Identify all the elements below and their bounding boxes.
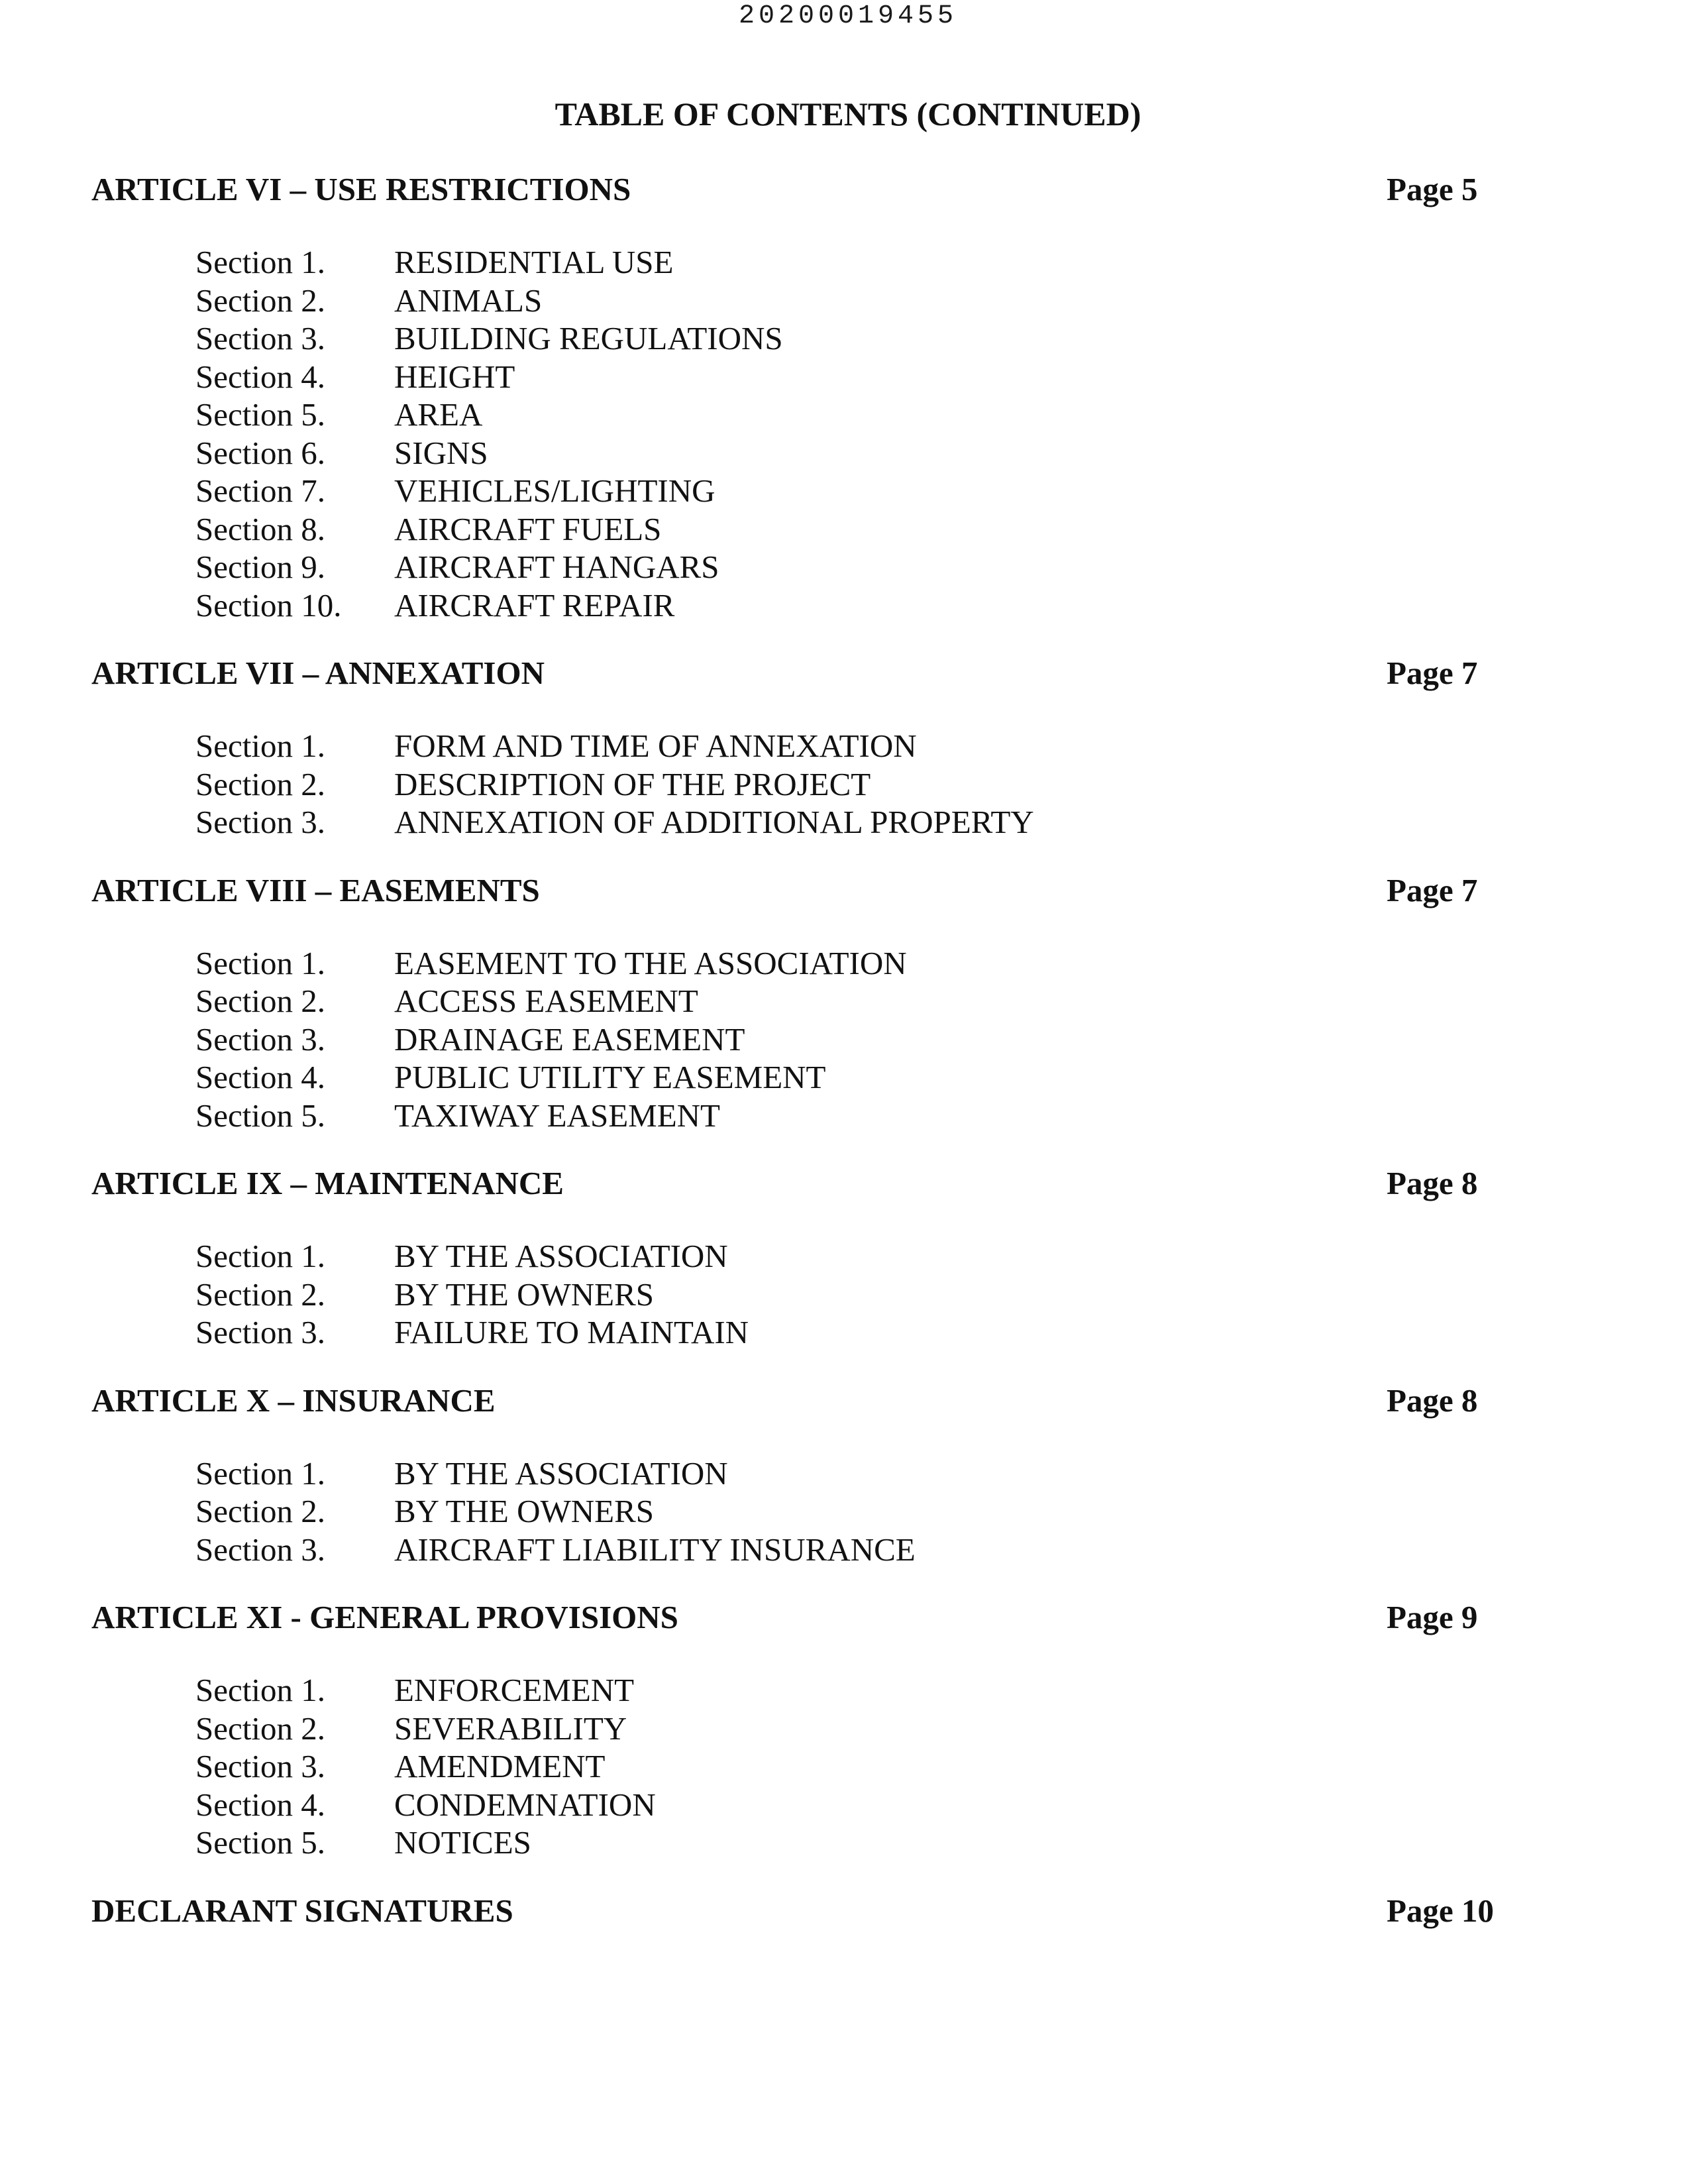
section-title: PUBLIC UTILITY EASEMENT [394, 1059, 826, 1095]
section-number: Section 2. [195, 983, 325, 1019]
section-entry [195, 803, 1496, 842]
article-page-number: Page 7 [1387, 655, 1478, 691]
section-number: Section 8. [195, 510, 325, 547]
section-entry [195, 1671, 1496, 1710]
section-number: Section 7. [195, 472, 325, 509]
section-number: Section 2. [195, 1276, 325, 1313]
section-number: Section 6. [195, 434, 325, 471]
section-number: Section 4. [195, 358, 325, 395]
section-title: CONDEMNATION [394, 1786, 656, 1823]
section-number: Section 5. [195, 1097, 325, 1134]
section-title: BY THE OWNERS [394, 1276, 654, 1313]
section-list [91, 243, 1496, 624]
section-title: AREA [394, 396, 483, 433]
table-of-contents [91, 169, 1496, 1960]
section-title: TAXIWAY EASEMENT [394, 1097, 720, 1134]
article-page-number: Page 10 [1387, 1892, 1494, 1929]
section-title: BUILDING REGULATIONS [394, 320, 783, 356]
section-number: Section 3. [195, 1020, 325, 1058]
section-title: AMENDMENT [394, 1748, 606, 1784]
section-number: Section 1. [195, 1238, 325, 1274]
section-number: Section 1. [195, 728, 325, 764]
section-title: AIRCRAFT FUELS [394, 510, 662, 547]
section-number: Section 4. [195, 1786, 325, 1823]
section-entry [195, 1454, 1496, 1493]
article-title: ARTICLE X – INSURANCE [91, 1382, 496, 1419]
section-entry [195, 1710, 1496, 1748]
section-title: ANIMALS [394, 282, 543, 319]
article-title: ARTICLE VI – USE RESTRICTIONS [91, 171, 631, 207]
section-entry [195, 358, 1496, 396]
section-entry [195, 1531, 1496, 1569]
section-entry [195, 1020, 1496, 1059]
section-number: Section 5. [195, 1824, 325, 1861]
article-header [91, 1163, 1496, 1204]
section-title: BY THE ASSOCIATION [394, 1454, 728, 1492]
toc-article [91, 1163, 1496, 1352]
section-number: Section 3. [195, 1531, 325, 1568]
section-number: Section 3. [195, 320, 325, 356]
section-title: BY THE ASSOCIATION [394, 1238, 728, 1274]
section-number: Section 10. [195, 586, 342, 624]
toc-article [91, 1597, 1496, 1862]
section-entry [195, 548, 1496, 586]
section-number: Section 1. [195, 944, 325, 981]
section-entry [195, 1097, 1496, 1135]
section-entry [195, 982, 1496, 1020]
section-title: BY THE OWNERS [394, 1493, 654, 1529]
section-number: Section 3. [195, 1314, 325, 1350]
page-title: TABLE OF CONTENTS (CONTINUED) [555, 95, 1141, 133]
section-number: Section 9. [195, 549, 325, 585]
toc-article [91, 1380, 1496, 1569]
section-list [91, 1671, 1496, 1862]
section-title: DRAINAGE EASEMENT [394, 1020, 745, 1058]
section-entry [195, 944, 1496, 983]
article-header [91, 1890, 1496, 1932]
section-entry [195, 1786, 1496, 1824]
section-entry [195, 1492, 1496, 1531]
article-header [91, 653, 1496, 694]
section-title: HEIGHT [394, 358, 515, 395]
section-title: NOTICES [394, 1824, 531, 1861]
section-title: EASEMENT TO THE ASSOCIATION [394, 944, 907, 981]
section-entry [195, 765, 1496, 804]
section-entry [195, 434, 1496, 472]
section-title: VEHICLES/LIGHTING [394, 472, 716, 509]
section-entry [195, 727, 1496, 765]
section-number: Section 3. [195, 804, 325, 840]
section-title: SIGNS [394, 434, 488, 471]
section-number: Section 1. [195, 1454, 325, 1492]
article-title: ARTICLE VIII – EASEMENTS [91, 871, 540, 908]
section-number: Section 1. [195, 244, 325, 280]
section-number: Section 2. [195, 1493, 325, 1529]
section-title: ACCESS EASEMENT [394, 983, 698, 1019]
section-number: Section 2. [195, 1710, 325, 1747]
section-number: Section 2. [195, 765, 325, 802]
section-title: SEVERABILITY [394, 1710, 627, 1747]
article-page-number: Page 8 [1387, 1382, 1478, 1419]
section-entry [195, 1276, 1496, 1314]
section-entry [195, 510, 1496, 549]
article-page-number: Page 7 [1387, 871, 1478, 908]
section-entry [195, 1824, 1496, 1862]
section-title: AIRCRAFT LIABILITY INSURANCE [394, 1531, 916, 1568]
section-number: Section 2. [195, 282, 325, 319]
article-title: ARTICLE VII – ANNEXATION [91, 655, 545, 691]
section-list [91, 1454, 1496, 1569]
section-list [91, 944, 1496, 1135]
article-header [91, 870, 1496, 911]
section-title: FAILURE TO MAINTAIN [394, 1314, 749, 1350]
section-list [91, 1237, 1496, 1352]
article-title: DECLARANT SIGNATURES [91, 1892, 513, 1929]
document-number: 20200019455 [738, 1, 958, 31]
article-title: ARTICLE IX – MAINTENANCE [91, 1165, 564, 1201]
section-entry [195, 1747, 1496, 1786]
section-title: AIRCRAFT REPAIR [394, 586, 675, 624]
section-title: FORM AND TIME OF ANNEXATION [394, 728, 917, 764]
section-entry [195, 472, 1496, 510]
section-entry [195, 586, 1496, 625]
article-title: ARTICLE XI - GENERAL PROVISIONS [91, 1599, 678, 1635]
article-page-number: Page 5 [1387, 171, 1478, 207]
toc-article [91, 169, 1496, 624]
section-entry [195, 319, 1496, 358]
section-list [91, 727, 1496, 842]
section-entry [195, 243, 1496, 282]
article-page-number: Page 8 [1387, 1165, 1478, 1201]
section-number: Section 3. [195, 1748, 325, 1784]
section-title: RESIDENTIAL USE [394, 244, 674, 280]
section-entry [195, 396, 1496, 434]
section-entry [195, 1313, 1496, 1352]
section-number: Section 1. [195, 1672, 325, 1708]
section-entry [195, 1058, 1496, 1097]
toc-article [91, 653, 1496, 842]
section-number: Section 5. [195, 396, 325, 433]
article-page-number: Page 9 [1387, 1599, 1478, 1635]
section-number: Section 4. [195, 1059, 325, 1095]
section-title: ANNEXATION OF ADDITIONAL PROPERTY [394, 804, 1034, 840]
toc-article [91, 1890, 1496, 1932]
toc-article [91, 870, 1496, 1135]
section-entry [195, 1237, 1496, 1276]
article-header [91, 1597, 1496, 1638]
article-header [91, 1380, 1496, 1421]
section-title: DESCRIPTION OF THE PROJECT [394, 765, 871, 802]
section-title: ENFORCEMENT [394, 1672, 635, 1708]
section-entry [195, 282, 1496, 320]
section-title: AIRCRAFT HANGARS [394, 549, 719, 585]
article-header [91, 169, 1496, 210]
